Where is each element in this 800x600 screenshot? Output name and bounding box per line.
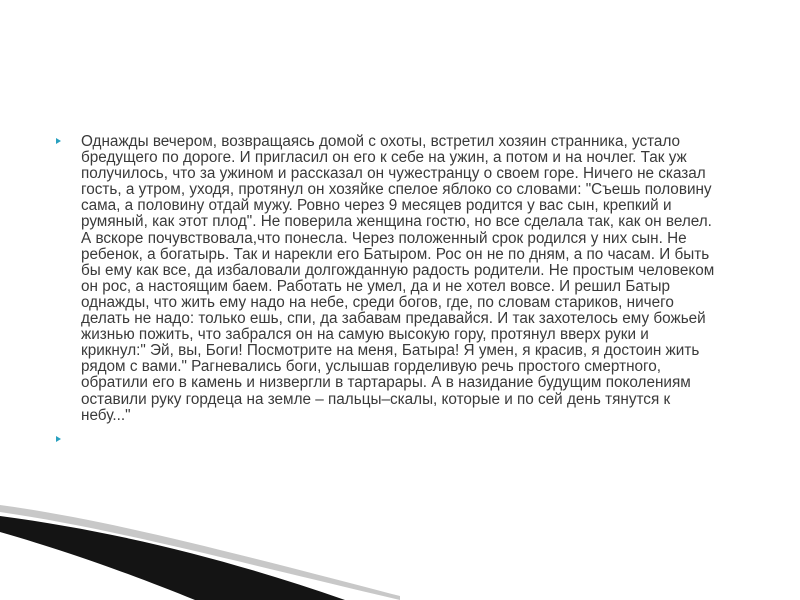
decor-dark-swoosh <box>0 516 345 600</box>
story-text: Однажды вечером, возвращаясь домой с охоты, встретил хозяин странника, устало бредущего по дороге. И пригласил он его к себе на ужин, а потом и на ночлег. Так уж получилось, что за ужином и рассказал он чужестранцу о своем горе. Ничего не сказал гость, а утром, уходя, протянул он хозяйке спелое яблоко со словами: "Съешь половину сама, а половину отдай мужу. Ровно через 9 месяцев родится у вас сын, крепкий и румяный, как этот плод". Не поверила женщина гостю, но все сделала так, как он велел. А вскоре почувствовала,что понесла. Через положенный срок родился у них сын. Не ребенок, а богатырь. Так и нарекли его Батыром. Рос он не по дням, а по часам. И быть бы ему как все, да избаловали долгожданную радость родители. Не простым человеком он рос, а настоящим баем. Работать не умел, да и не хотел вовсе. И решил Батыр однажды, что жить ему надо на небе, среди богов, где, по словам стариков, ничего делать не надо: только ешь, спи, да забавам предавайся. И так захотелось ему божьей жизнью пожить, что забрался он на самую высокую гору, протянул вверх руки и крикнул:" Эй, вы, Боги! Посмотрите на меня, Батыра! Я умен, я красив, я достоин жить рядом с вами." Рагневались боги, услышав горделивую речь простого смертного, обратили его в камень и низвергли в тартарары. А в назидание будущим поколениям оставили руку гордеца на земле – пальцы–скалы, которые и по сей день тянутся к небу..." <box>81 133 715 424</box>
